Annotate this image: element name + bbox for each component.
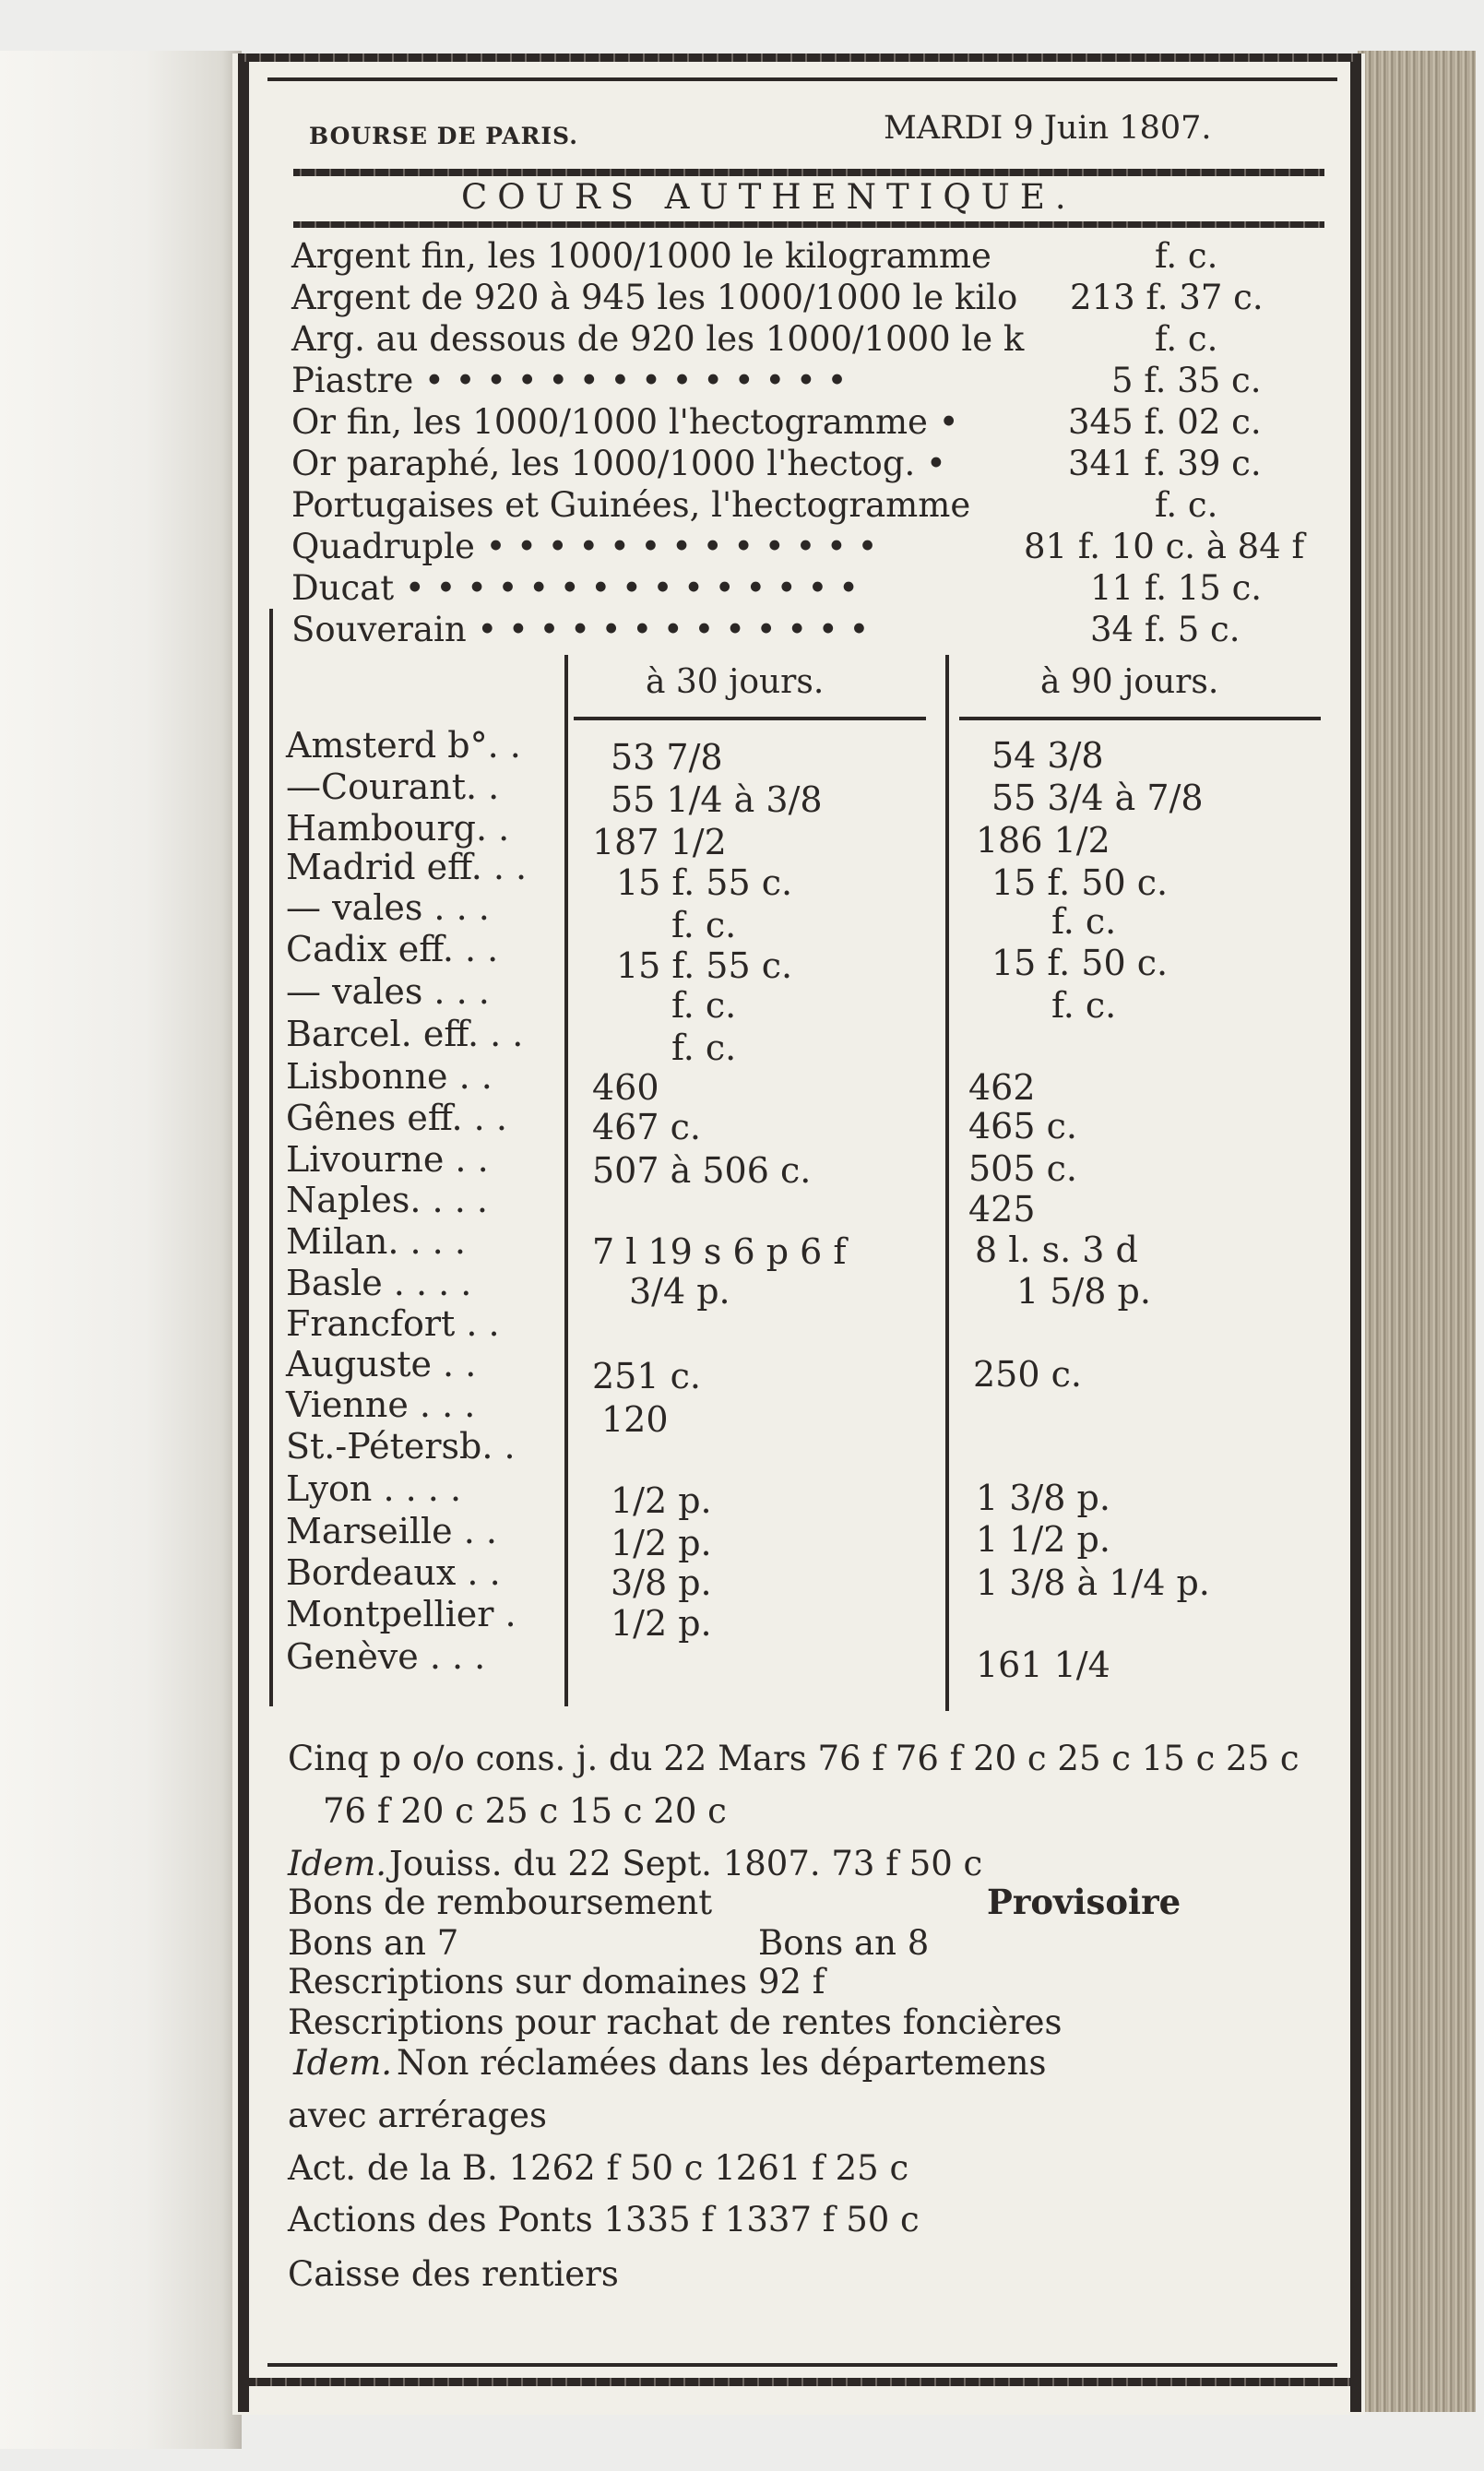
book-page-edges bbox=[1358, 51, 1476, 2412]
frame-top-rule bbox=[238, 53, 1361, 62]
metal-label: Portugaises et Guinées, l'hectogramme bbox=[291, 485, 971, 525]
place-label: St.-Pétersb. . bbox=[286, 1426, 516, 1467]
metal-label: Argent de 920 à 945 les 1000/1000 le kilo bbox=[291, 278, 1018, 317]
rate-90: 462 bbox=[968, 1067, 1036, 1108]
place-label: Auguste . . bbox=[286, 1344, 477, 1384]
place-label: Francfort . . bbox=[286, 1303, 500, 1344]
exchange-left-column-rule bbox=[269, 609, 273, 1706]
place-label: Cadix eff. . . bbox=[286, 929, 499, 969]
rate-30: 1/2 p. bbox=[611, 1480, 712, 1521]
rescriptions-rachat: Rescriptions pour rachat de rentes foncières bbox=[288, 2002, 1063, 2042]
rate-30: 120 bbox=[601, 1399, 669, 1440]
rate-90: 505 c. bbox=[968, 1148, 1077, 1189]
place-label: Amsterd b°. . bbox=[286, 725, 521, 766]
rate-30: 53 7/8 bbox=[611, 737, 723, 778]
rate-30: f. c. bbox=[671, 1028, 737, 1068]
metal-value: 81 f. 10 c. à 84 f bbox=[1024, 527, 1305, 566]
place-label: Montpellier . bbox=[286, 1594, 516, 1634]
rate-90: f. c. bbox=[1051, 985, 1117, 1026]
rate-30: 460 bbox=[592, 1067, 659, 1108]
metal-value: 213 f. 37 c. bbox=[1070, 278, 1264, 317]
metal-label: Or paraphé, les 1000/1000 l'hectog. • bbox=[291, 444, 946, 483]
rate-30: 55 1/4 à 3/8 bbox=[611, 779, 823, 820]
metal-value: 34 f. 5 c. bbox=[1090, 610, 1241, 649]
place-label: Madrid eff. . . bbox=[286, 847, 528, 887]
metal-label: Quadruple • • • • • • • • • • • • • bbox=[291, 527, 878, 566]
rate-90: 250 c. bbox=[973, 1354, 1082, 1395]
rate-30: 507 à 506 c. bbox=[592, 1150, 812, 1191]
exchange-column-rule-2 bbox=[945, 655, 949, 1711]
rate-30: 7 l 19 s 6 p 6 f bbox=[592, 1231, 847, 1272]
metal-label: Ducat • • • • • • • • • • • • • • • bbox=[291, 568, 859, 608]
frame-bottom-rule-inner bbox=[267, 2363, 1337, 2367]
place-label: Lyon . . . . bbox=[286, 1468, 462, 1509]
actions-banque: Act. de la B. 1262 f 50 c 1261 f 25 c bbox=[288, 2148, 909, 2188]
title-rule bbox=[293, 221, 1324, 228]
rate-90: 161 1/4 bbox=[976, 1645, 1110, 1685]
frame-bottom-rule bbox=[249, 2378, 1356, 2386]
rate-90: 1 5/8 p. bbox=[1016, 1271, 1151, 1312]
rate-30: 1/2 p. bbox=[611, 1523, 712, 1563]
place-label: Gênes eff. . . bbox=[286, 1098, 507, 1138]
rate-30: 15 f. 55 c. bbox=[616, 945, 793, 986]
rate-30: 15 f. 55 c. bbox=[616, 862, 793, 903]
rescriptions-domaines: Rescriptions sur domaines 92 f bbox=[288, 1962, 825, 2002]
exchange-column-rule-1 bbox=[564, 655, 568, 1706]
avec-arrerages: avec arrérages bbox=[288, 2096, 547, 2135]
place-label: Genève . . . bbox=[286, 1636, 486, 1677]
rate-90: 8 l. s. 3 d bbox=[975, 1230, 1138, 1270]
left-gutter-page bbox=[0, 51, 242, 2449]
idem-non-reclamees: Non réclamées dans les départemens bbox=[397, 2043, 1047, 2083]
rate-30: 467 c. bbox=[592, 1107, 701, 1147]
rate-30: 3/8 p. bbox=[611, 1562, 712, 1603]
rate-30: f. c. bbox=[671, 905, 737, 945]
place-label: — vales . . . bbox=[286, 887, 490, 928]
metal-label: Argent fin, les 1000/1000 le kilogramme bbox=[291, 236, 991, 276]
rate-90: 1 1/2 p. bbox=[976, 1519, 1110, 1560]
rate-90: 425 bbox=[968, 1189, 1036, 1230]
place-label: Basle . . . . bbox=[286, 1263, 472, 1303]
metal-value: f. c. bbox=[1155, 236, 1218, 276]
place-label: Barcel. eff. . . bbox=[286, 1014, 524, 1054]
metal-value: 5 f. 35 c. bbox=[1111, 361, 1262, 400]
rate-90: 15 f. 50 c. bbox=[991, 943, 1169, 983]
page-title: COURS AUTHENTIQUE. bbox=[461, 177, 1076, 217]
rate-90: 54 3/8 bbox=[991, 735, 1104, 776]
place-label: Vienne . . . bbox=[286, 1384, 476, 1425]
column-head-rule-2 bbox=[959, 717, 1321, 720]
place-label: Hambourg. . bbox=[286, 808, 510, 849]
rate-90: 15 f. 50 c. bbox=[991, 862, 1169, 903]
bons-remboursement: Bons de remboursement bbox=[288, 1883, 713, 1922]
place-label: Bordeaux . . bbox=[286, 1552, 501, 1593]
bons-an-7: Bons an 7 bbox=[288, 1923, 459, 1963]
frame-right-rule bbox=[1350, 55, 1361, 2412]
metal-value: 341 f. 39 c. bbox=[1068, 444, 1262, 483]
idem-label: Idem. bbox=[288, 1844, 387, 1883]
column-head-30-days: à 30 jours. bbox=[646, 663, 825, 701]
header-bourse: BOURSE DE PARIS. bbox=[309, 123, 578, 149]
rate-90: 465 c. bbox=[968, 1106, 1077, 1146]
header-date: MARDI 9 Juin 1807. bbox=[884, 110, 1212, 147]
rate-90: f. c. bbox=[1051, 901, 1117, 942]
metal-value: f. c. bbox=[1155, 485, 1218, 525]
metal-label: Souverain • • • • • • • • • • • • • bbox=[291, 610, 870, 649]
place-label: —Courant. . bbox=[286, 766, 500, 807]
metal-value: 11 f. 15 c. bbox=[1090, 568, 1263, 608]
metal-label: Piastre • • • • • • • • • • • • • • bbox=[291, 361, 848, 400]
provisoire: Provisoire bbox=[987, 1882, 1181, 1922]
column-head-rule-1 bbox=[574, 717, 926, 720]
place-label: Milan. . . . bbox=[286, 1221, 466, 1262]
idem-jouissance: Jouiss. du 22 Sept. 1807. 73 f 50 c bbox=[389, 1844, 983, 1883]
rate-90: 1 3/8 p. bbox=[976, 1478, 1110, 1518]
place-label: Lisbonne . . bbox=[286, 1056, 493, 1097]
rate-30: 251 c. bbox=[592, 1356, 701, 1396]
header-rule bbox=[293, 169, 1324, 176]
rate-90: 55 3/4 à 7/8 bbox=[991, 778, 1204, 818]
place-label: Marseille . . bbox=[286, 1511, 497, 1551]
place-label: Naples. . . . bbox=[286, 1180, 488, 1220]
rate-90: 1 3/8 à 1/4 p. bbox=[976, 1562, 1210, 1603]
metal-label: Or fin, les 1000/1000 l'hectogramme • bbox=[291, 402, 959, 442]
rate-30: 3/4 p. bbox=[629, 1271, 730, 1312]
place-label: — vales . . . bbox=[286, 971, 490, 1012]
metal-value: 345 f. 02 c. bbox=[1068, 402, 1262, 442]
rate-30: 187 1/2 bbox=[592, 822, 727, 862]
idem-label-2: Idem. bbox=[293, 2043, 393, 2083]
rate-90: 186 1/2 bbox=[976, 820, 1110, 861]
frame-top-rule-inner bbox=[267, 77, 1337, 81]
cinq-pour-cent-line-2: 76 f 20 c 25 c 15 c 20 c bbox=[323, 1791, 727, 1831]
frame-left-rule bbox=[238, 55, 249, 2412]
bons-an-8: Bons an 8 bbox=[758, 1923, 930, 1963]
rate-30: 1/2 p. bbox=[611, 1603, 712, 1644]
caisse-rentiers: Caisse des rentiers bbox=[288, 2254, 619, 2294]
actions-ponts: Actions des Ponts 1335 f 1337 f 50 c bbox=[288, 2200, 920, 2239]
place-label: Livourne . . bbox=[286, 1139, 489, 1180]
metal-value: f. c. bbox=[1155, 319, 1218, 359]
rate-30: f. c. bbox=[671, 985, 737, 1026]
column-head-90-days: à 90 jours. bbox=[1040, 663, 1219, 701]
cinq-pour-cent-line-1: Cinq p o/o cons. j. du 22 Mars 76 f 76 f 20 c 25 c 15 c 25 c bbox=[288, 1739, 1300, 1778]
metal-label: Arg. au dessous de 920 les 1000/1000 le k bbox=[291, 319, 1025, 359]
